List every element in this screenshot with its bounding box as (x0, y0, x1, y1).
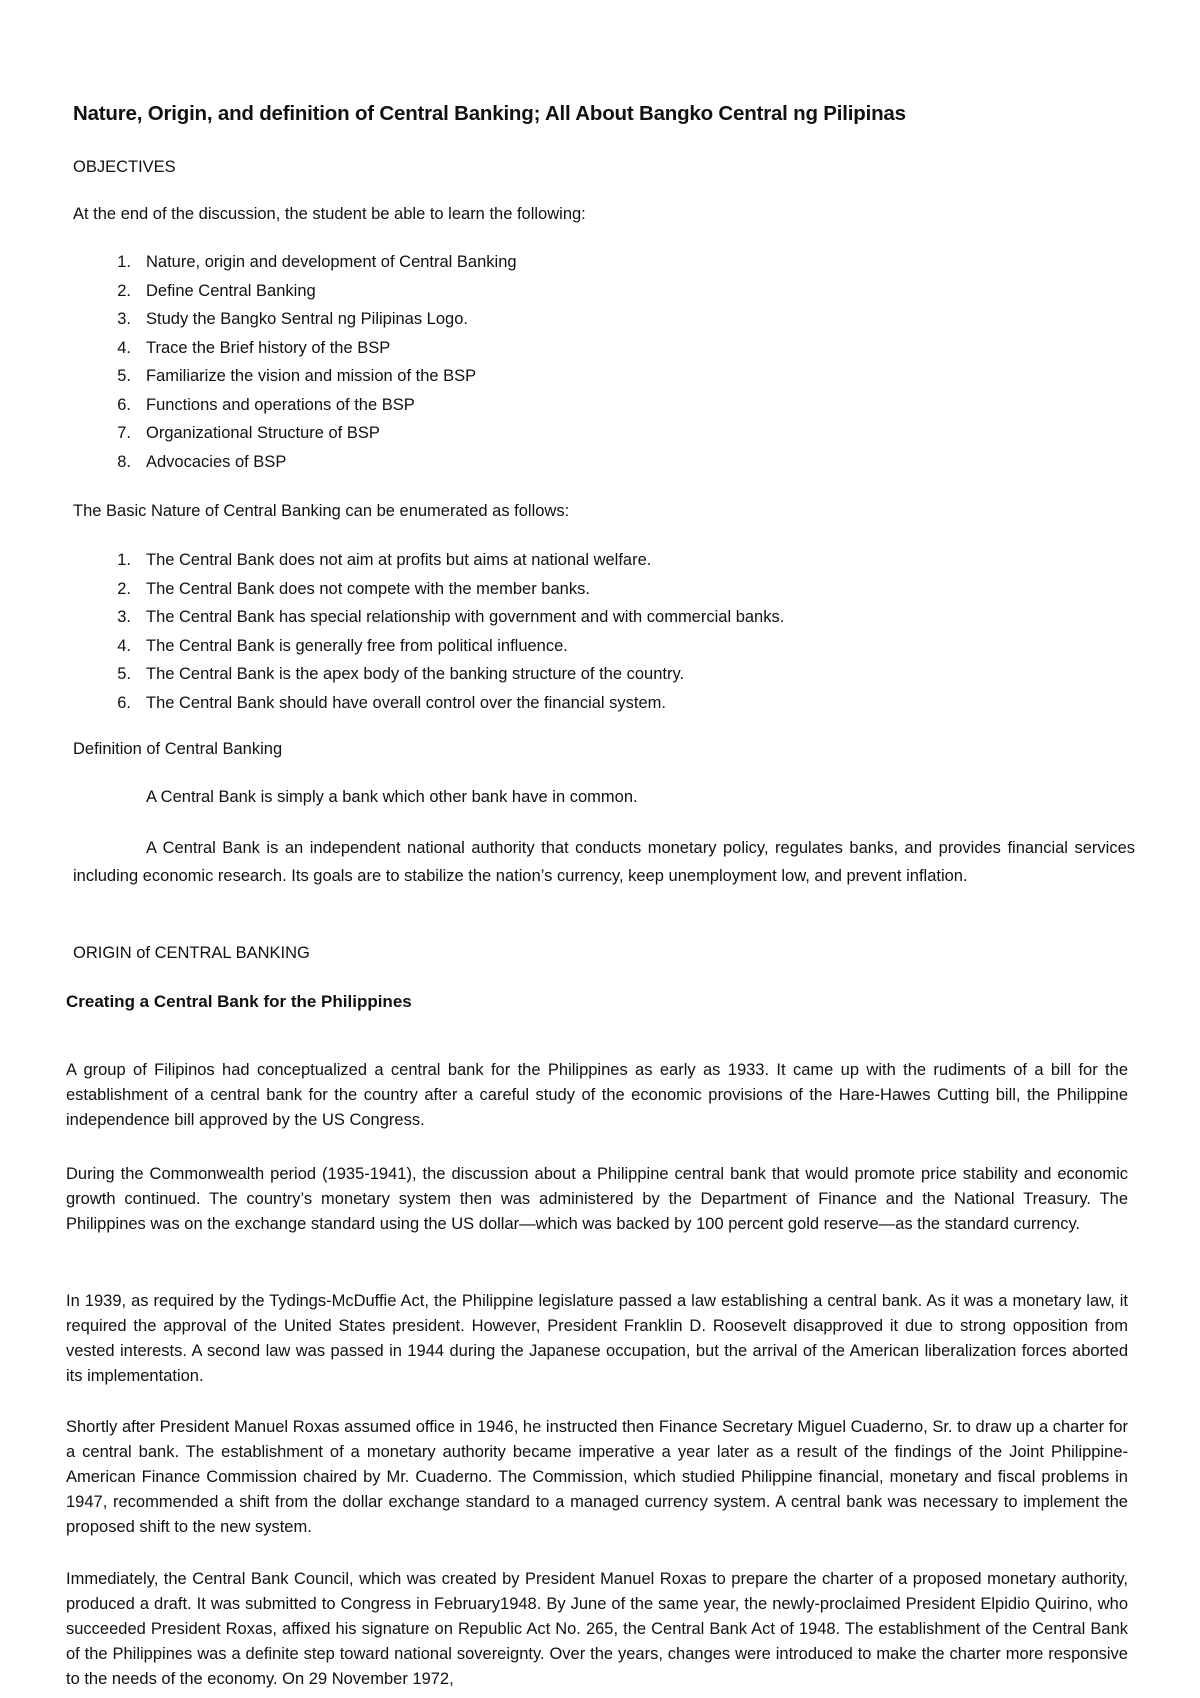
list-number: 1. (117, 253, 131, 271)
list-number: 8. (117, 452, 131, 471)
list-text: Study the Bangko Sentral ng Pilipinas Logo. (146, 310, 468, 328)
document-title: Nature, Origin, and definition of Central Banking; All About Bangko Central ng Pilipinas (73, 102, 906, 125)
list-text: Functions and operations of the BSP (146, 395, 415, 414)
definition-paragraph-1: A Central Bank is simply a bank which other bank have in common. (146, 788, 638, 806)
definition-heading: Definition of Central Banking (73, 740, 283, 758)
list-text: The Central Bank is generally free from political influence. (146, 636, 568, 655)
list-number: 7. (117, 424, 131, 442)
list-number: 4. (117, 338, 131, 357)
list-number: 5. (117, 665, 131, 683)
history-paragraph-4: Shortly after President Manuel Roxas assumed office in 1946, he instructed then Finance Secretary Miguel Cuaderno, Sr. to draw up a charter for a central bank. The establishment of a monetary authority became imperative a year later as a result of the findings of the Joint Philippine-American Finance Commission chaired by Mr. Cuaderno. The Commission, which studied Philippine financial, monetary and fiscal problems in 1947, recommended a shift from the dollar exchange standard to a managed currency system. A central bank was necessary to implement the proposed shift to the new system. (66, 1418, 1128, 1536)
list-text: Familiarize the vision and mission of the BSP (146, 367, 477, 385)
definition-paragraph-2: A Central Bank is an independent national authority that conducts monetary policy, regulates banks, and provides financial services including economic research. Its goals are to stabilize the nation’s currency, keep unemployment low, and prevent inflation. (73, 839, 1135, 885)
list-text: The Central Bank is the apex body of the banking structure of the country. (146, 665, 685, 683)
objectives-intro: At the end of the discussion, the student be able to learn the following: (73, 205, 586, 223)
list-text: The Central Bank should have overall control over the financial system. (146, 693, 667, 712)
history-paragraph-5: Immediately, the Central Bank Council, which was created by President Manuel Roxas to prepare the charter of a proposed monetary authority, produced a draft. It was submitted to Congress in February1948. By June of the same year, the newly-proclaimed President Elpidio Quirino, who succeeded President Roxas, affixed his signature on Republic Act No. 265, the Central Bank Act of 1948. The establishment of the Central Bank of the Philippines was a definite step toward national sovereignty. Over the years, changes were introduced to make the charter more responsive to the needs of the economy. On 29 November 1972, (66, 1570, 1128, 1688)
list-number: 4. (117, 636, 131, 655)
list-text: Organizational Structure of BSP (146, 424, 380, 442)
list-number: 3. (117, 608, 131, 626)
list-text: Nature, origin and development of Central Banking (146, 253, 517, 271)
creating-heading: Creating a Central Bank for the Philippines (66, 992, 412, 1011)
list-text: Advocacies of BSP (146, 452, 287, 471)
history-paragraph-3: In 1939, as required by the Tydings-McDuffie Act, the Philippine legislature passed a law establishing a central bank. As it was a monetary law, it required the approval of the United States president. However, President Franklin D. Roosevelt disapproved it due to strong opposition from vested interests. A second law was passed in 1944 during the Japanese occupation, but the arrival of the American liberalization forces aborted its implementation. (66, 1292, 1128, 1385)
list-text: Trace the Brief history of the BSP (146, 338, 391, 357)
objectives-heading: OBJECTIVES (73, 158, 176, 176)
list-text: The Central Bank has special relationship with government and with commercial banks. (146, 608, 785, 626)
list-text: Define Central Banking (146, 281, 316, 300)
list-number: 5. (117, 367, 131, 385)
list-text: The Central Bank does not compete with the member banks. (146, 579, 590, 598)
list-number: 2. (117, 579, 131, 598)
list-number: 3. (117, 310, 131, 328)
history-paragraph-1: A group of Filipinos had conceptualized a central bank for the Philippines as early as 1933. It came up with the rudiments of a bill for the establishment of a central bank for the country after a careful study of the economic provisions of the Hare-Hawes Cutting bill, the Philippine independence bill approved by the US Congress. (66, 1061, 1128, 1129)
list-number: 6. (117, 693, 131, 712)
history-paragraph-2: During the Commonwealth period (1935-1941), the discussion about a Philippine central bank that would promote price stability and economic growth continued. The country’s monetary system then was administered by the Department of Finance and the National Treasury. The Philippines was on the exchange standard using the US dollar—which was backed by 100 percent gold reserve—as the standard currency. (66, 1165, 1128, 1233)
list-number: 2. (117, 281, 131, 300)
list-text: The Central Bank does not aim at profits but aims at national welfare. (146, 551, 652, 569)
nature-intro: The Basic Nature of Central Banking can be enumerated as follows: (73, 502, 570, 520)
list-number: 1. (117, 551, 131, 569)
origin-heading: ORIGIN of CENTRAL BANKING (73, 944, 310, 962)
list-number: 6. (117, 395, 131, 414)
